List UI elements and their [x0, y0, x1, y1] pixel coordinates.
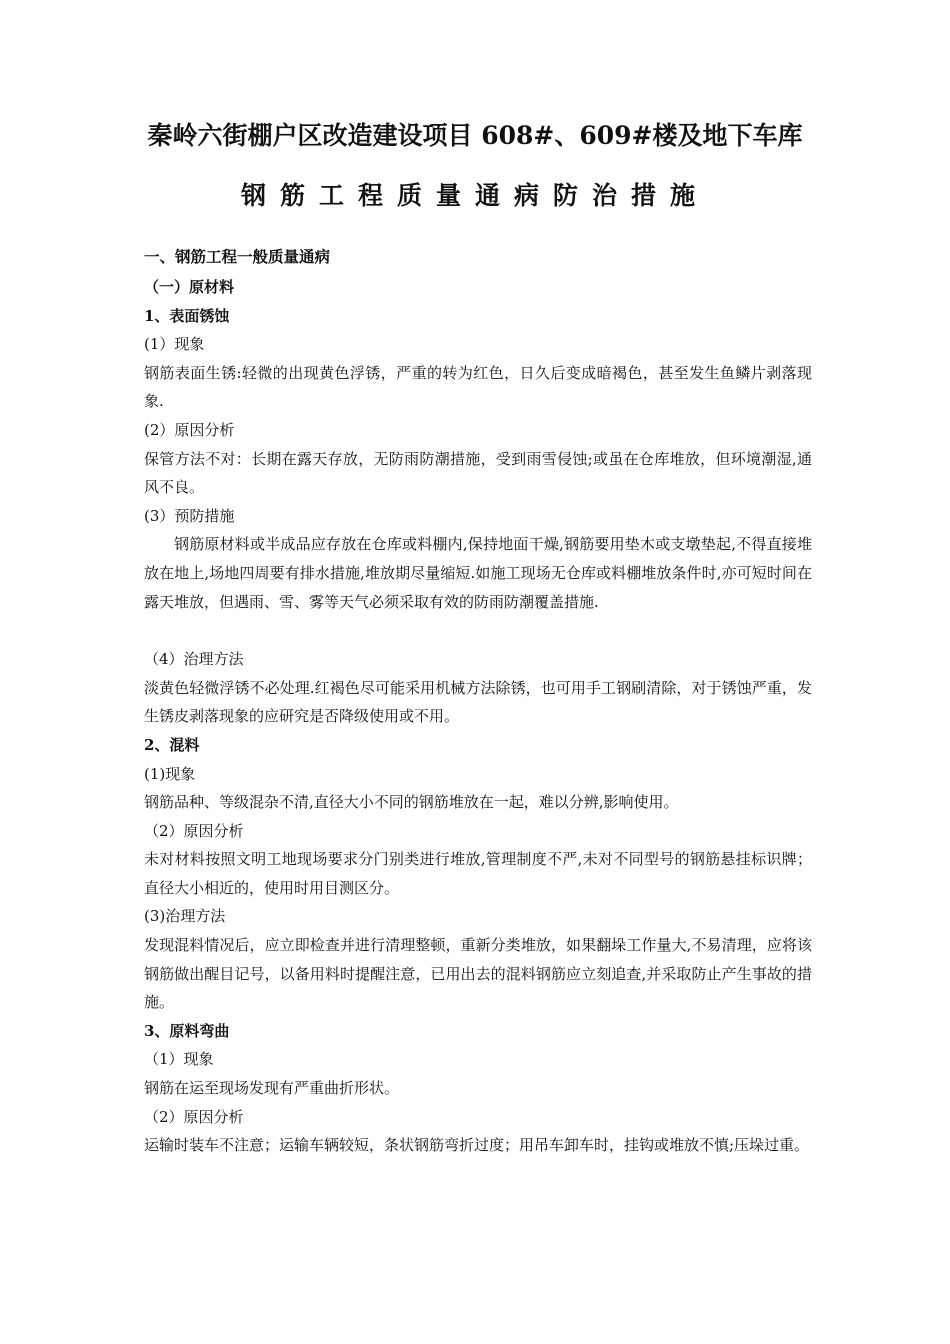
- item-heading: 1、表面锈蚀: [144, 306, 230, 325]
- subitem-label: (1）现象: [144, 335, 205, 354]
- subitem-label: （1）现象: [144, 1050, 214, 1069]
- section-heading: 一、钢筋工程一般质量通病: [144, 247, 331, 266]
- document-body: [144, 241, 812, 1160]
- subitem-label: （2）原因分析: [144, 1107, 244, 1126]
- paragraph: 运输时装车不注意；运输车辆较短，条状钢筋弯折过度；用吊车卸车时，挂钩或堆放不慎;压垛过重。: [144, 1136, 810, 1155]
- document-subtitle: 钢筋工程质量通病防治措施: [240, 181, 709, 210]
- subitem-label: (3）预防措施: [144, 506, 235, 525]
- paragraph: 钢筋在运至现场发现有严重曲折形状。: [144, 1079, 400, 1098]
- paragraph: 钢筋品种、等级混杂不清,直径大小不同的钢筋堆放在一起，难以分辨,影响使用。: [144, 793, 679, 812]
- subitem-label: (2）原因分析: [144, 420, 235, 439]
- subsection-heading: （一）原材料: [144, 278, 235, 296]
- subitem-label: （2）原因分析: [144, 821, 244, 840]
- spacer: [144, 616, 812, 645]
- document-title: 秦岭六街棚户区改造建设项目 608#、609#楼及地下车库: [147, 121, 803, 150]
- paragraph: 钢筋原材料或半成品应存放在仓库或料棚内,保持地面干燥,钢筋要用垫木或支墩垫起,不得直接堆放在地上,场地四周要有排水措施,堆放期尽量缩短.如施工现场无仓库或料棚堆放条件时,亦可短时间在露天堆放，但遇雨、雪、雾等天气必须采取有效的防雨防潮覆盖措施.: [144, 535, 812, 611]
- paragraph: 未对材料按照文明工地现场要求分门别类进行堆放,管理制度不严,未对不同型号的钢筋悬挂标识牌；直径大小相近的，使用时用目测区分。: [144, 850, 812, 897]
- item-heading: 2、混料: [144, 735, 200, 754]
- paragraph: 保管方法不对：长期在露天存放，无防雨防潮措施，受到雨雪侵蚀;或虽在仓库堆放，但环境潮湿,通风不良。: [144, 449, 812, 497]
- subitem-label: (1)现象: [144, 764, 196, 783]
- subitem-label: (3)治理方法: [144, 907, 226, 926]
- item-heading: 3、原料弯曲: [144, 1021, 230, 1040]
- paragraph: 发现混料情况后，应立即检查并进行清理整顿，重新分类堆放，如果翻垛工作量大,不易清理，应将该钢筋做出醒目记号，以备用料时提醒注意，已用出去的混料钢筋应立刻追查,并采取防止产生事故的措施。: [144, 936, 812, 1012]
- paragraph: 钢筋表面生锈:轻微的出现黄色浮锈，严重的转为红色，日久后变成暗褐色，甚至发生鱼鳞片剥落现象.: [144, 363, 812, 411]
- paragraph: 淡黄色轻微浮锈不必处理.红褐色尽可能采用机械方法除锈，也可用手工钢刷清除，对于锈蚀严重，发生锈皮剥落现象的应研究是否降级使用或不用。: [144, 678, 812, 726]
- subitem-label: （4）治理方法: [144, 650, 244, 669]
